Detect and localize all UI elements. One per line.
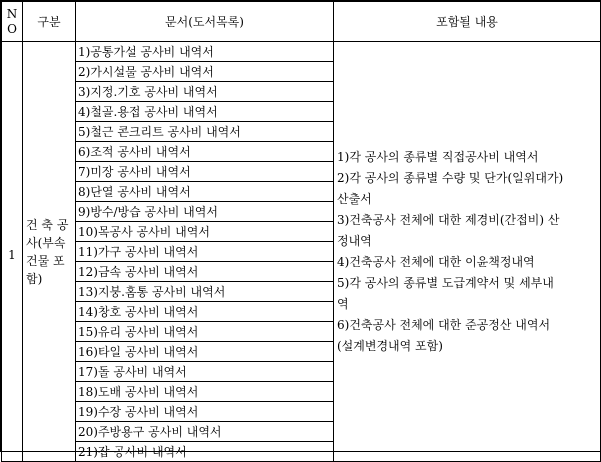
table-row [2, 42, 601, 62]
category-line: 건물 포 [26, 253, 65, 268]
document-item: 4)철골.용접 공사비 내역서 [76, 102, 334, 122]
document-item: 6)조적 공사비 내역서 [76, 142, 334, 162]
document-item: 19)수장 공사비 내역서 [76, 402, 334, 422]
contents-line: 4)건축공사 전체에 대한 이윤책정내역 [337, 254, 535, 269]
row-number: 1 [2, 42, 23, 462]
document-item: 5)철근 콘크리트 공사비 내역서 [76, 122, 334, 142]
category-line: 사(부속 [26, 235, 66, 250]
contents-line: 1)각 공사의 종류별 직접공사비 내역서 [337, 149, 539, 164]
category-line: 건 축 공 [26, 217, 69, 232]
header-contents: 포함될 내용 [334, 2, 601, 42]
document-item: 20)주방용구 공사비 내역서 [76, 422, 334, 442]
document-item: 11)가구 공사비 내역서 [76, 242, 334, 262]
document-item: 2)가시설물 공사비 내역서 [76, 62, 334, 82]
document-item: 7)미장 공사비 내역서 [76, 162, 334, 182]
contents-line: 5)각 공사의 종류별 도급계약서 및 세부내 [337, 275, 554, 290]
header-category: 구분 [23, 2, 76, 42]
document-item: 13)지붕.홈통 공사비 내역서 [76, 282, 334, 302]
header-documents: 문서(도서목록) [76, 2, 334, 42]
contents-line: 산출서 [337, 191, 372, 206]
category-cell [23, 42, 76, 462]
contents-line: 2)각 공사의 종류별 수량 및 단가(일위대가) [337, 170, 564, 185]
document-item: 21)잡 공사비 내역서 [76, 442, 334, 462]
document-item: 17)돌 공사비 내역서 [76, 362, 334, 382]
header-no: N O [2, 2, 23, 42]
document-item: 12)금속 공사비 내역서 [76, 262, 334, 282]
document-item: 9)방수/방습 공사비 내역서 [76, 202, 334, 222]
contents-line: (설계변경내역 포함) [337, 338, 443, 353]
document-item: 15)유리 공사비 내역서 [76, 322, 334, 342]
table-header-row [2, 2, 601, 42]
document-item: 10)목공사 공사비 내역서 [76, 222, 334, 242]
document-item: 3)지정.기호 공사비 내역서 [76, 82, 334, 102]
document-item: 1)공통가설 공사비 내역서 [76, 42, 334, 62]
document-item: 14)창호 공사비 내역서 [76, 302, 334, 322]
document-list-table [1, 1, 601, 462]
contents-line: 정내역 [337, 233, 372, 248]
category-line: 함) [26, 271, 43, 286]
contents-cell [334, 42, 601, 462]
document-item: 18)도배 공사비 내역서 [76, 382, 334, 402]
document-item: 16)타일 공사비 내역서 [76, 342, 334, 362]
contents-line: 3)건축공사 전체에 대한 제경비(간접비) 산 [337, 212, 560, 227]
contents-line: 역 [337, 296, 349, 311]
contents-line: 6)건축공사 전체에 대한 준공정산 내역서 [337, 317, 551, 332]
document-item: 8)단열 공사비 내역서 [76, 182, 334, 202]
